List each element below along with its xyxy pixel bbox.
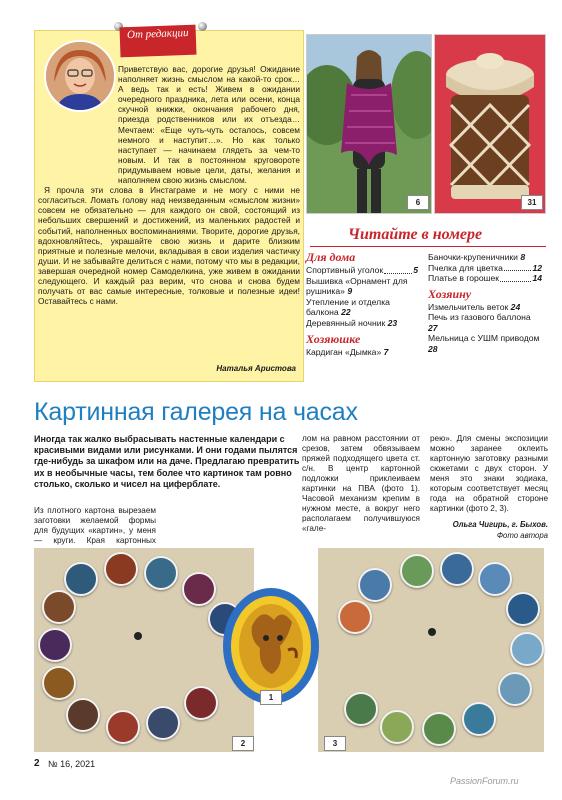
- contents-item[interactable]: Утепление и отделка балкона 22: [306, 296, 390, 317]
- contents-item[interactable]: Баночки-крупеничники 8: [428, 252, 526, 262]
- contents-item[interactable]: Кардиган «Дымка» 7: [306, 347, 389, 357]
- editor-text: [38, 64, 300, 306]
- photo-knitted-scarf: [306, 34, 432, 214]
- photo-capricorn-disk: [222, 586, 320, 706]
- contents-title: Читайте в номере: [348, 226, 483, 243]
- landscape-disk: [344, 692, 378, 726]
- photo-number-badge: 31: [521, 195, 543, 210]
- landscape-disk: [338, 600, 372, 634]
- photo-zodiac-clock: [34, 548, 254, 752]
- landscape-disk: [478, 562, 512, 596]
- article-column-2: лом на равном расстоянии от срезов, затем обвязываем пряжей подходящего цвета ст. с/н. В центр картонной подложки приклеиваем картинки на ПВА (фото 1). Часовой механизм крепим в нужном месте, а вокруг него располагаем получившуюся «гале-: [302, 434, 420, 533]
- landscape-disk: [358, 568, 392, 602]
- contents-left-column: [306, 250, 418, 358]
- zodiac-disk: [182, 572, 216, 606]
- landscape-disk: [462, 702, 496, 736]
- contents-item[interactable]: Спортивный уголок 5: [306, 265, 418, 275]
- landscape-disk: [506, 592, 540, 626]
- issue-number: № 16, 2021: [48, 759, 96, 769]
- photo-rope-jar: [434, 34, 546, 214]
- editor-paragraph: Приветствую вас, дорогие друзья! Ожидание наполняет жизнь смыслом на какой-то срок… А ведь так и есть! Живем в ожидании очередного праздника, лета или осени, конца скучной книжки, окончания рабочего дня, приезда родственников или их отъезда… Мечтаем: «Еще чуть-чуть осталось, совсем немного и наступит…». Но как только наступает — начинаем глядеть за чем-то новым. И так в постоянном круговороте придумываем новые цели, даты, желания и наполняем свою жизнь смыслом.: [118, 64, 300, 186]
- contents-item[interactable]: Деревянный ночник 23: [306, 317, 398, 328]
- zodiac-disk: [184, 686, 218, 720]
- photo-credit: Фото автора: [496, 531, 548, 540]
- zodiac-disk: [38, 628, 72, 662]
- zodiac-disk: [146, 706, 180, 740]
- pin-icon: [198, 22, 207, 31]
- zodiac-disk: [66, 698, 100, 732]
- article-title: Картинная галерея на часах: [34, 398, 358, 426]
- landscape-disk: [510, 632, 544, 666]
- contents-right-column: [428, 252, 542, 354]
- article-lead: Иногда так жалко выбрасывать настенные календари с красивыми видами или рисунками. И они годами пылятся где-нибудь за шкафом или на даче. Предлагаю превратить их в необычные часы, тем более что картинок там ровно столько, сколько и чисел на циферблате.: [34, 434, 300, 489]
- contents-item[interactable]: Измельчитель веток 24: [428, 301, 521, 312]
- contents-divider: [310, 246, 546, 247]
- editor-paragraph: Я прочла эти слова в Инстаграме и не могу с ними не согласиться. Ломать голову над неизведанным «смыслом жизни» совсем не обязательно — для каждого он свой, состоящий из небольших свершений и достижений, из маленьких радостей и событий, наполненных воспоминаниями. Творите, дорогие друзья, вдохновляйтесь, украшайте свою жизнь и дарите близким приятные и полезные мелочи, вкладывая в свои изделия частичку души. И не забывайте делиться с нами, потому что мы в редакции, завершая очередной номер Самоделкина, уже живем в ожидании следующего. И каждый раз верим, что снова и снова будем получать от вас самые интересные, толковые и полезные идеи! Оставайтесь с нами.: [38, 185, 300, 307]
- contents-item[interactable]: Мельница с УШМ приводом 28: [428, 333, 540, 354]
- page-number: 2: [34, 758, 40, 769]
- landscape-disk: [400, 554, 434, 588]
- landscape-disk: [440, 552, 474, 586]
- photo-number-badge: 1: [260, 690, 282, 705]
- contents-item[interactable]: Платье в горошек 14: [428, 273, 542, 283]
- editor-tag: От редакции: [119, 25, 196, 58]
- contents-section-title: Хозяину: [428, 286, 472, 301]
- zodiac-disk: [144, 556, 178, 590]
- contents-section-title: Хозяюшке: [306, 332, 361, 346]
- landscape-disk: [498, 672, 532, 706]
- landscape-disk: [380, 710, 414, 744]
- landscape-disk: [422, 712, 456, 746]
- zodiac-disk: [64, 562, 98, 596]
- contents-item[interactable]: Вышивка «Орнамент для рушника» 9: [306, 275, 408, 296]
- zodiac-disk: [104, 552, 138, 586]
- photo-number-badge: 6: [407, 195, 429, 210]
- contents-item[interactable]: Пчелка для цветка 12: [428, 262, 542, 273]
- editor-signature: Наталья Аристова: [216, 364, 296, 373]
- clock-hands-icon: [428, 628, 436, 636]
- zodiac-disk: [42, 590, 76, 624]
- article-author: Ольга Чигирь, г. Быхов.: [452, 520, 548, 529]
- article-column-3: рею». Для смены экспозиции можно заранее оклеить картонную заготовку разными сюжетами с двух сторон. У меня это знаки зодиака, которым соответствует месяц года на обратной стороне картинки (фото 2, 3).: [430, 434, 548, 513]
- photo-landscape-clock: [318, 548, 544, 752]
- contents-item[interactable]: Печь из газового баллона 27: [428, 312, 531, 333]
- article-column-1: Из плотного картона вырезаем заготовки желаемой формы для будущих «картин», у меня — круги. Края картонных: [34, 506, 156, 545]
- zodiac-disk: [106, 710, 140, 744]
- photo-number-badge: 2: [232, 736, 254, 751]
- site-watermark: PassionForum.ru: [450, 776, 519, 786]
- clock-hands-icon: [134, 632, 142, 640]
- zodiac-disk: [42, 666, 76, 700]
- contents-section-title: Для дома: [306, 250, 356, 264]
- photo-number-badge: 3: [324, 736, 346, 751]
